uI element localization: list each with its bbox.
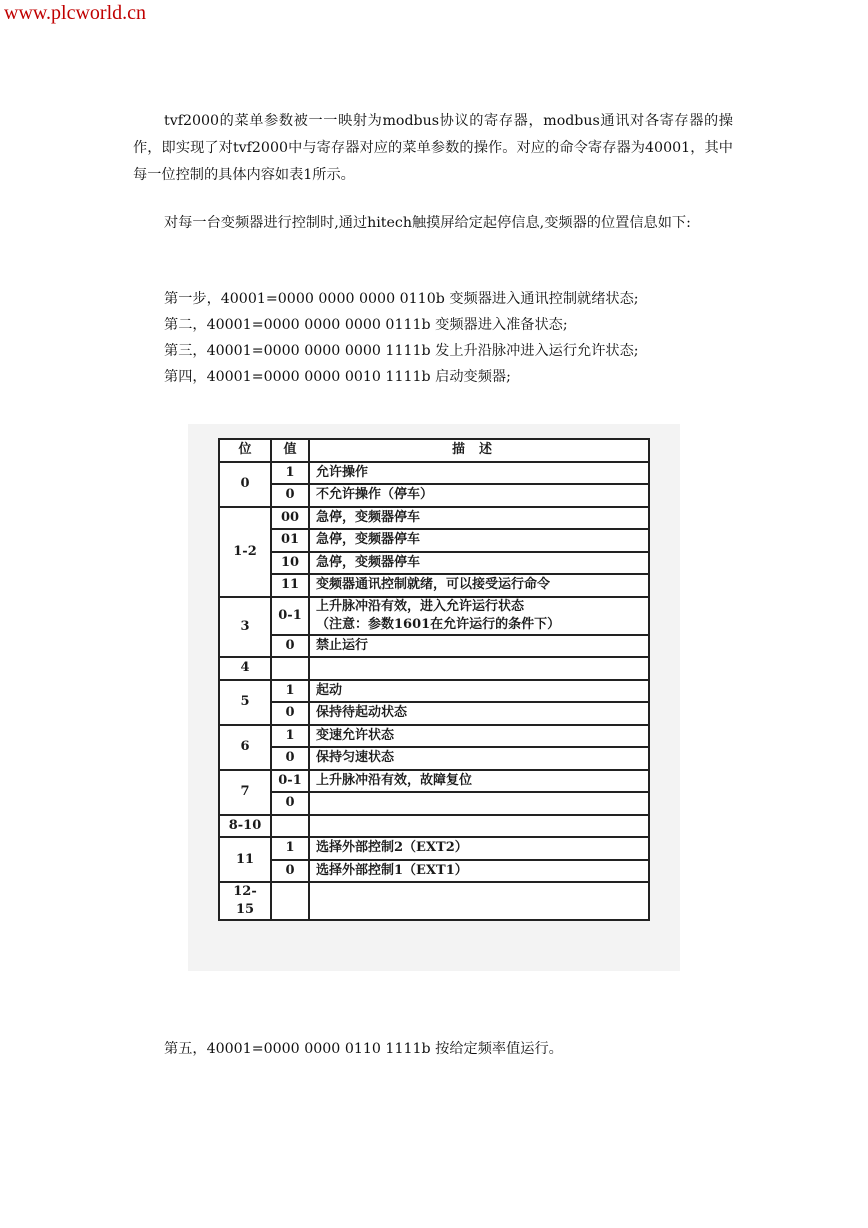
table-row [219,484,649,507]
value-cell: 0 [271,484,309,507]
bit-cell: 12-15 [219,882,271,920]
description-cell: 急停，变频器停车 [309,507,649,530]
table-header-row [219,439,649,462]
value-cell [271,882,309,920]
step-item: 第三，40001=0000 0000 0000 1111b 发上升沿脉冲进入运行允许状态; [164,343,639,359]
table-row [219,574,649,597]
value-cell: 0 [271,635,309,658]
description-cell: 选择外部控制1（EXT1） [309,860,649,883]
table-row [219,815,649,838]
table-row [219,657,649,680]
table-row [219,507,649,530]
value-cell: 0 [271,792,309,815]
step-item: 第四，40001=0000 0000 0010 1111b 启动变频器; [164,369,511,385]
description-cell: 变速允许状态 [309,725,649,748]
description-cell: 选择外部控制2（EXT2） [309,837,649,860]
table-row [219,882,649,920]
bit-cell: 1-2 [219,507,271,597]
value-cell [271,815,309,838]
value-cell: 01 [271,529,309,552]
description-cell [309,882,649,920]
intro-paragraph: tvf2000的菜单参数被一一映射为modbus协议的寄存器，modbus通讯对各寄存器的操作，即实现了对tvf2000中与寄存器对应的菜单参数的操作。对应的命令寄存器为40001，其中每一位控制的具体内容如表1所示。 [133,113,733,183]
description-cell: 禁止运行 [309,635,649,658]
value-cell: 0 [271,747,309,770]
table-row [219,702,649,725]
table-row [219,529,649,552]
bit-cell: 3 [219,597,271,658]
description-cell [309,597,649,635]
table-row [219,747,649,770]
description-cell: 变频器通讯控制就绪，可以接受运行命令 [309,574,649,597]
bit-cell: 5 [219,680,271,725]
bit-cell: 6 [219,725,271,770]
bit-cell: 0 [219,462,271,507]
bit-cell: 11 [219,837,271,882]
description-cell: 起动 [309,680,649,703]
control-paragraph: 对每一台变频器进行控制时,通过hitech触摸屏给定起停信息,变频器的位置信息如下: [164,215,691,231]
value-cell: 0 [271,860,309,883]
description-cell [309,815,649,838]
bit-cell: 7 [219,770,271,815]
bit-table-figure [188,424,680,971]
value-cell: 11 [271,574,309,597]
bit-cell: 4 [219,657,271,680]
description-cell [309,792,649,815]
value-cell: 1 [271,462,309,485]
header-value: 值 [271,439,309,462]
value-cell: 0-1 [271,597,309,635]
site-watermark: www.plcworld.cn [4,2,147,24]
value-cell: 10 [271,552,309,575]
table-row [219,635,649,658]
value-cell: 00 [271,507,309,530]
bit-table [218,438,650,921]
description-cell [309,657,649,680]
table-row [219,792,649,815]
step-five: 第五，40001=0000 0000 0110 1111b 按给定频率值运行。 [164,1041,563,1057]
description-cell: 不允许操作（停车） [309,484,649,507]
description-cell: 急停，变频器停车 [309,529,649,552]
table-row [219,597,649,635]
step-item: 第一步，40001=0000 0000 0000 0110b 变频器进入通讯控制就绪状态; [164,291,639,307]
description-cell: 保持待起动状态 [309,702,649,725]
description-line: 上升脉冲沿有效，进入允许运行状态 [316,598,525,614]
description-cell: 急停，变频器停车 [309,552,649,575]
table-row [219,770,649,793]
table-row [219,837,649,860]
description-cell: 上升脉冲沿有效，故障复位 [309,770,649,793]
step-item: 第二，40001=0000 0000 0000 0111b 变频器进入准备状态; [164,317,568,333]
table-row [219,860,649,883]
table-row [219,462,649,485]
table-row [219,680,649,703]
table-row [219,725,649,748]
value-cell: 0 [271,702,309,725]
header-bit: 位 [219,439,271,462]
value-cell: 1 [271,725,309,748]
description-cell: 允许操作 [309,462,649,485]
bit-cell: 8-10 [219,815,271,838]
description-note: （注意：参数1601在允许运行的条件下） [316,616,561,632]
header-description: 描述 [309,439,649,462]
step-list [164,286,639,390]
value-cell: 0-1 [271,770,309,793]
value-cell: 1 [271,837,309,860]
value-cell [271,657,309,680]
table-row [219,552,649,575]
description-cell: 保持匀速状态 [309,747,649,770]
value-cell: 1 [271,680,309,703]
